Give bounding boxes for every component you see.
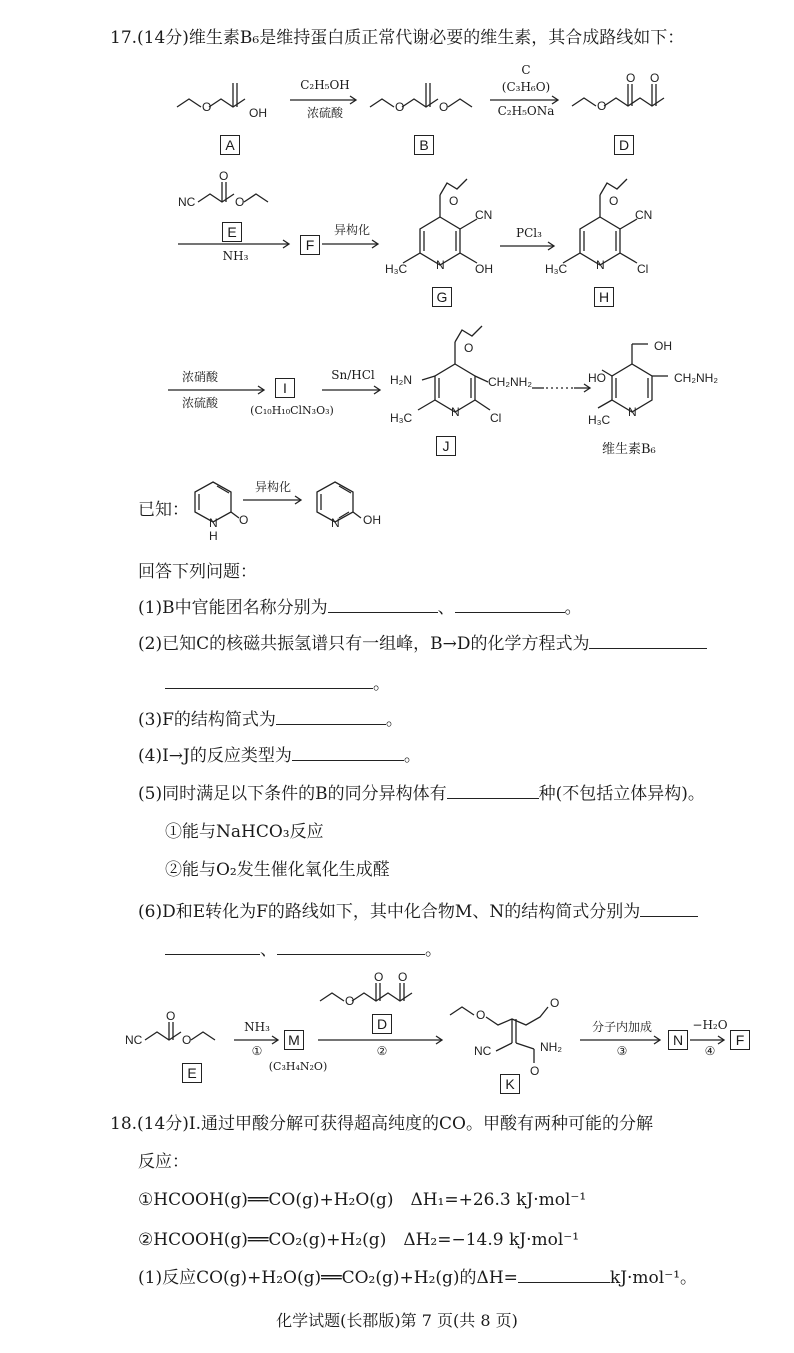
- known-arrow: [243, 496, 305, 504]
- atom-nc: NC: [474, 1044, 492, 1058]
- structure-J: [390, 312, 540, 432]
- answer-blank[interactable]: [589, 632, 707, 649]
- atom-n: N: [628, 405, 637, 419]
- sub-oh: OH: [475, 262, 493, 276]
- vitamin-label: 维生素B₆: [602, 442, 656, 457]
- atom-o: O: [202, 100, 212, 114]
- answer-blank[interactable]: [447, 782, 539, 799]
- atom-n: N: [596, 258, 605, 272]
- atom-n: N: [331, 516, 340, 530]
- reduce-reagent: Sn/HCl: [331, 368, 375, 382]
- sub-ch3: H₃C: [385, 262, 408, 276]
- sub-ch2nh2: CH₂NH₂: [674, 371, 718, 385]
- q17-sub6: [138, 900, 698, 924]
- intra-addition: 分子内加成: [591, 1020, 652, 1034]
- q17-sub2: [138, 632, 707, 656]
- sub-cn: CN: [635, 208, 653, 222]
- route2-arrow4: [690, 1036, 728, 1044]
- sub5-end: 种(不包括立体异构)。: [538, 784, 705, 804]
- arrow-reduce: [322, 386, 384, 394]
- nitrate-reagent: 浓硝酸: [181, 370, 218, 384]
- sub6-end: 。: [425, 940, 442, 960]
- sub-ho: HO: [588, 371, 606, 385]
- sub1-text: (1)B中官能团名称分别为: [138, 598, 328, 618]
- known-product: [305, 472, 395, 532]
- atom-o: O: [345, 994, 355, 1008]
- label-I: I: [275, 378, 295, 398]
- label-G: G: [432, 287, 452, 307]
- route2-K: [448, 995, 588, 1078]
- route2-step2: ②: [376, 1044, 388, 1058]
- atom-o: O: [235, 195, 245, 209]
- sub2-end: 。: [373, 674, 390, 694]
- atom-o: O: [464, 341, 474, 355]
- arrow-nitration: [168, 386, 268, 394]
- q18-sub1: [138, 1266, 697, 1290]
- step2-base: C₂H₅ONa: [497, 104, 555, 118]
- atom-o: O: [626, 71, 636, 85]
- atom-h: H: [209, 529, 218, 543]
- atom-nc: NC: [125, 1033, 143, 1047]
- atom-oh: OH: [249, 106, 267, 120]
- route2-arrow2: [318, 1036, 446, 1044]
- structure-G: [385, 165, 505, 280]
- atom-o: O: [439, 100, 449, 114]
- route2-E: [125, 1009, 245, 1060]
- label-F: F: [300, 235, 320, 255]
- answer-blank[interactable]: [455, 596, 565, 613]
- label-D: D: [614, 135, 634, 155]
- q17-sub1: [138, 596, 582, 620]
- dehydrate: −H₂O: [692, 1018, 728, 1032]
- atom-o: O: [530, 1064, 540, 1078]
- q17-sub6-cont: [165, 938, 442, 962]
- route2-D: [318, 970, 448, 1011]
- sub1-end: 。: [564, 598, 582, 618]
- arrow-step3: [178, 240, 293, 248]
- sub-ch2nh2: CH₂NH₂: [488, 375, 532, 389]
- known-prefix: 已知：: [138, 500, 189, 520]
- structure-B: [368, 85, 488, 125]
- arrow-dotted: [532, 384, 594, 392]
- sub4-end: 。: [403, 746, 421, 766]
- known-isomerize: 异构化: [254, 480, 291, 494]
- route2-label-M: M: [284, 1030, 304, 1050]
- atom-o: O: [476, 1008, 486, 1022]
- atom-n: N: [436, 258, 445, 272]
- label-A: A: [220, 135, 240, 155]
- cond1: ①能与NaHCO₃反应: [165, 822, 324, 842]
- sub1-sep: 、: [437, 598, 455, 618]
- sub-ch3: H₃C: [545, 262, 568, 276]
- answer-blank[interactable]: [165, 938, 260, 955]
- nitrate-catalyst: 浓硫酸: [181, 396, 218, 410]
- step1-reagent: C₂H₅OH: [300, 78, 350, 92]
- route2-label-D: D: [372, 1014, 392, 1034]
- sub-ch3: H₃C: [588, 413, 611, 427]
- answer-blank[interactable]: [640, 900, 698, 917]
- atom-n: N: [451, 405, 460, 419]
- atom-o: O: [219, 169, 229, 183]
- arrow-isomerize: [322, 240, 382, 248]
- structure-D: [570, 72, 700, 122]
- step1-catalyst: 浓硫酸: [306, 106, 343, 120]
- sub6-sep: 、: [260, 940, 277, 960]
- reaction-1: ①HCOOH(g)══CO(g)+H₂O(g) ΔH₁=+26.3 kJ·mol⁻¹: [138, 1190, 587, 1210]
- label-B: B: [414, 135, 434, 155]
- answer-blank[interactable]: [328, 596, 438, 613]
- q18-sub1-end: kJ·mol⁻¹。: [609, 1268, 698, 1288]
- atom-o: O: [182, 1033, 192, 1047]
- route2-step4: ④: [704, 1044, 716, 1058]
- structure-A: [175, 85, 285, 125]
- sub-cl: Cl: [637, 262, 649, 276]
- sub-h2n: H₂N: [390, 373, 412, 387]
- step2-reagent-formula: (C₃H₆O): [501, 80, 551, 94]
- structure-E: [178, 169, 298, 218]
- answer-blank[interactable]: [292, 744, 404, 761]
- q17-sub2-cont: [165, 672, 390, 696]
- atom-o: O: [166, 1009, 176, 1023]
- sub-cn: CN: [475, 208, 493, 222]
- q18-header2: 反应：: [138, 1152, 189, 1172]
- q17-sub3: [138, 708, 403, 732]
- cond2: ②能与O₂发生催化氧化生成醛: [165, 860, 390, 880]
- route2-arrow1: [234, 1036, 282, 1044]
- isomerize-label: 异构化: [333, 223, 370, 237]
- label-J: J: [436, 436, 456, 456]
- arrow-step2: [490, 96, 562, 104]
- atom-nh2: NH₂: [540, 1040, 562, 1054]
- route2-nh3: NH₃: [244, 1020, 270, 1034]
- structure-vitamin-b6: [588, 334, 742, 434]
- route2-label-N: N: [668, 1030, 688, 1050]
- sub-cl: Cl: [490, 411, 502, 425]
- route2-label-E: E: [182, 1063, 202, 1083]
- sub3-end: 。: [385, 710, 403, 730]
- label-H: H: [594, 287, 614, 307]
- step2-reagent-c: C: [521, 63, 531, 77]
- structure-H: [545, 165, 665, 280]
- q17-sub5: [138, 782, 705, 806]
- q18-sub1-text: (1)反应CO(g)+H₂O(g)══CO₂(g)+H₂(g)的ΔH=: [138, 1268, 518, 1288]
- sub-ch3: H₃C: [390, 411, 413, 425]
- answer-blank[interactable]: [276, 708, 386, 725]
- route2-label-K: K: [500, 1074, 520, 1094]
- sub6-text: (6)D和E转化为F的路线如下，其中化合物M、N的结构简式分别为: [138, 902, 641, 922]
- atom-o: O: [550, 996, 560, 1010]
- I-formula: (C₁₀H₁₀ClN₃O₃): [250, 404, 334, 417]
- answer-blank[interactable]: [518, 1266, 610, 1283]
- atom-o: O: [395, 100, 405, 114]
- atom-o: O: [374, 970, 384, 984]
- q18-header: 18.(14分)Ⅰ.通过甲酸分解可获得超高纯度的CO。甲酸有两种可能的分解: [110, 1114, 653, 1134]
- arrow-step1: [290, 96, 360, 104]
- atom-o: O: [650, 71, 660, 85]
- atom-o: O: [597, 99, 607, 113]
- sub4-text: (4)I→J的反应类型为: [138, 746, 292, 766]
- answer-blank[interactable]: [277, 938, 425, 955]
- route2-arrow3: [580, 1036, 664, 1044]
- sub2-text: (2)已知C的核磁共振氢谱只有一组峰，B→D的化学方程式为: [138, 634, 590, 654]
- step3-reagent: NH₃: [222, 249, 249, 263]
- atom-n: N: [209, 516, 218, 530]
- M-formula: (C₃H₄N₂O): [268, 1060, 328, 1073]
- sub3-text: (3)F的结构简式为: [138, 710, 276, 730]
- atom-o: O: [449, 194, 459, 208]
- answer-blank[interactable]: [165, 672, 373, 689]
- reaction-2: ②HCOOH(g)══CO₂(g)+H₂(g) ΔH₂=−14.9 kJ·mol⁻¹: [138, 1230, 580, 1250]
- pcl3-reagent: PCl₃: [516, 226, 542, 240]
- page-footer: 化学试题(长郡版)第 7 页(共 8 页): [276, 1311, 518, 1330]
- label-E: E: [222, 222, 242, 242]
- atom-oh: OH: [363, 513, 381, 527]
- q17-sub4: [138, 744, 421, 768]
- route2-step3: ③: [616, 1044, 628, 1058]
- sub5-text: (5)同时满足以下条件的B的同分异构体有: [138, 784, 447, 804]
- atom-o: O: [398, 970, 408, 984]
- route2-label-F: F: [730, 1030, 750, 1050]
- atom-o: O: [239, 513, 249, 527]
- q17-header: 17.(14分)维生素B₆是维持蛋白质正常代谢必要的维生素，其合成路线如下：: [110, 28, 685, 48]
- route2-step1: ①: [251, 1044, 263, 1058]
- sub-oh: OH: [654, 339, 672, 353]
- prompt: 回答下列问题：: [138, 562, 257, 582]
- atom-o: O: [609, 194, 619, 208]
- atom-nc: NC: [178, 195, 196, 209]
